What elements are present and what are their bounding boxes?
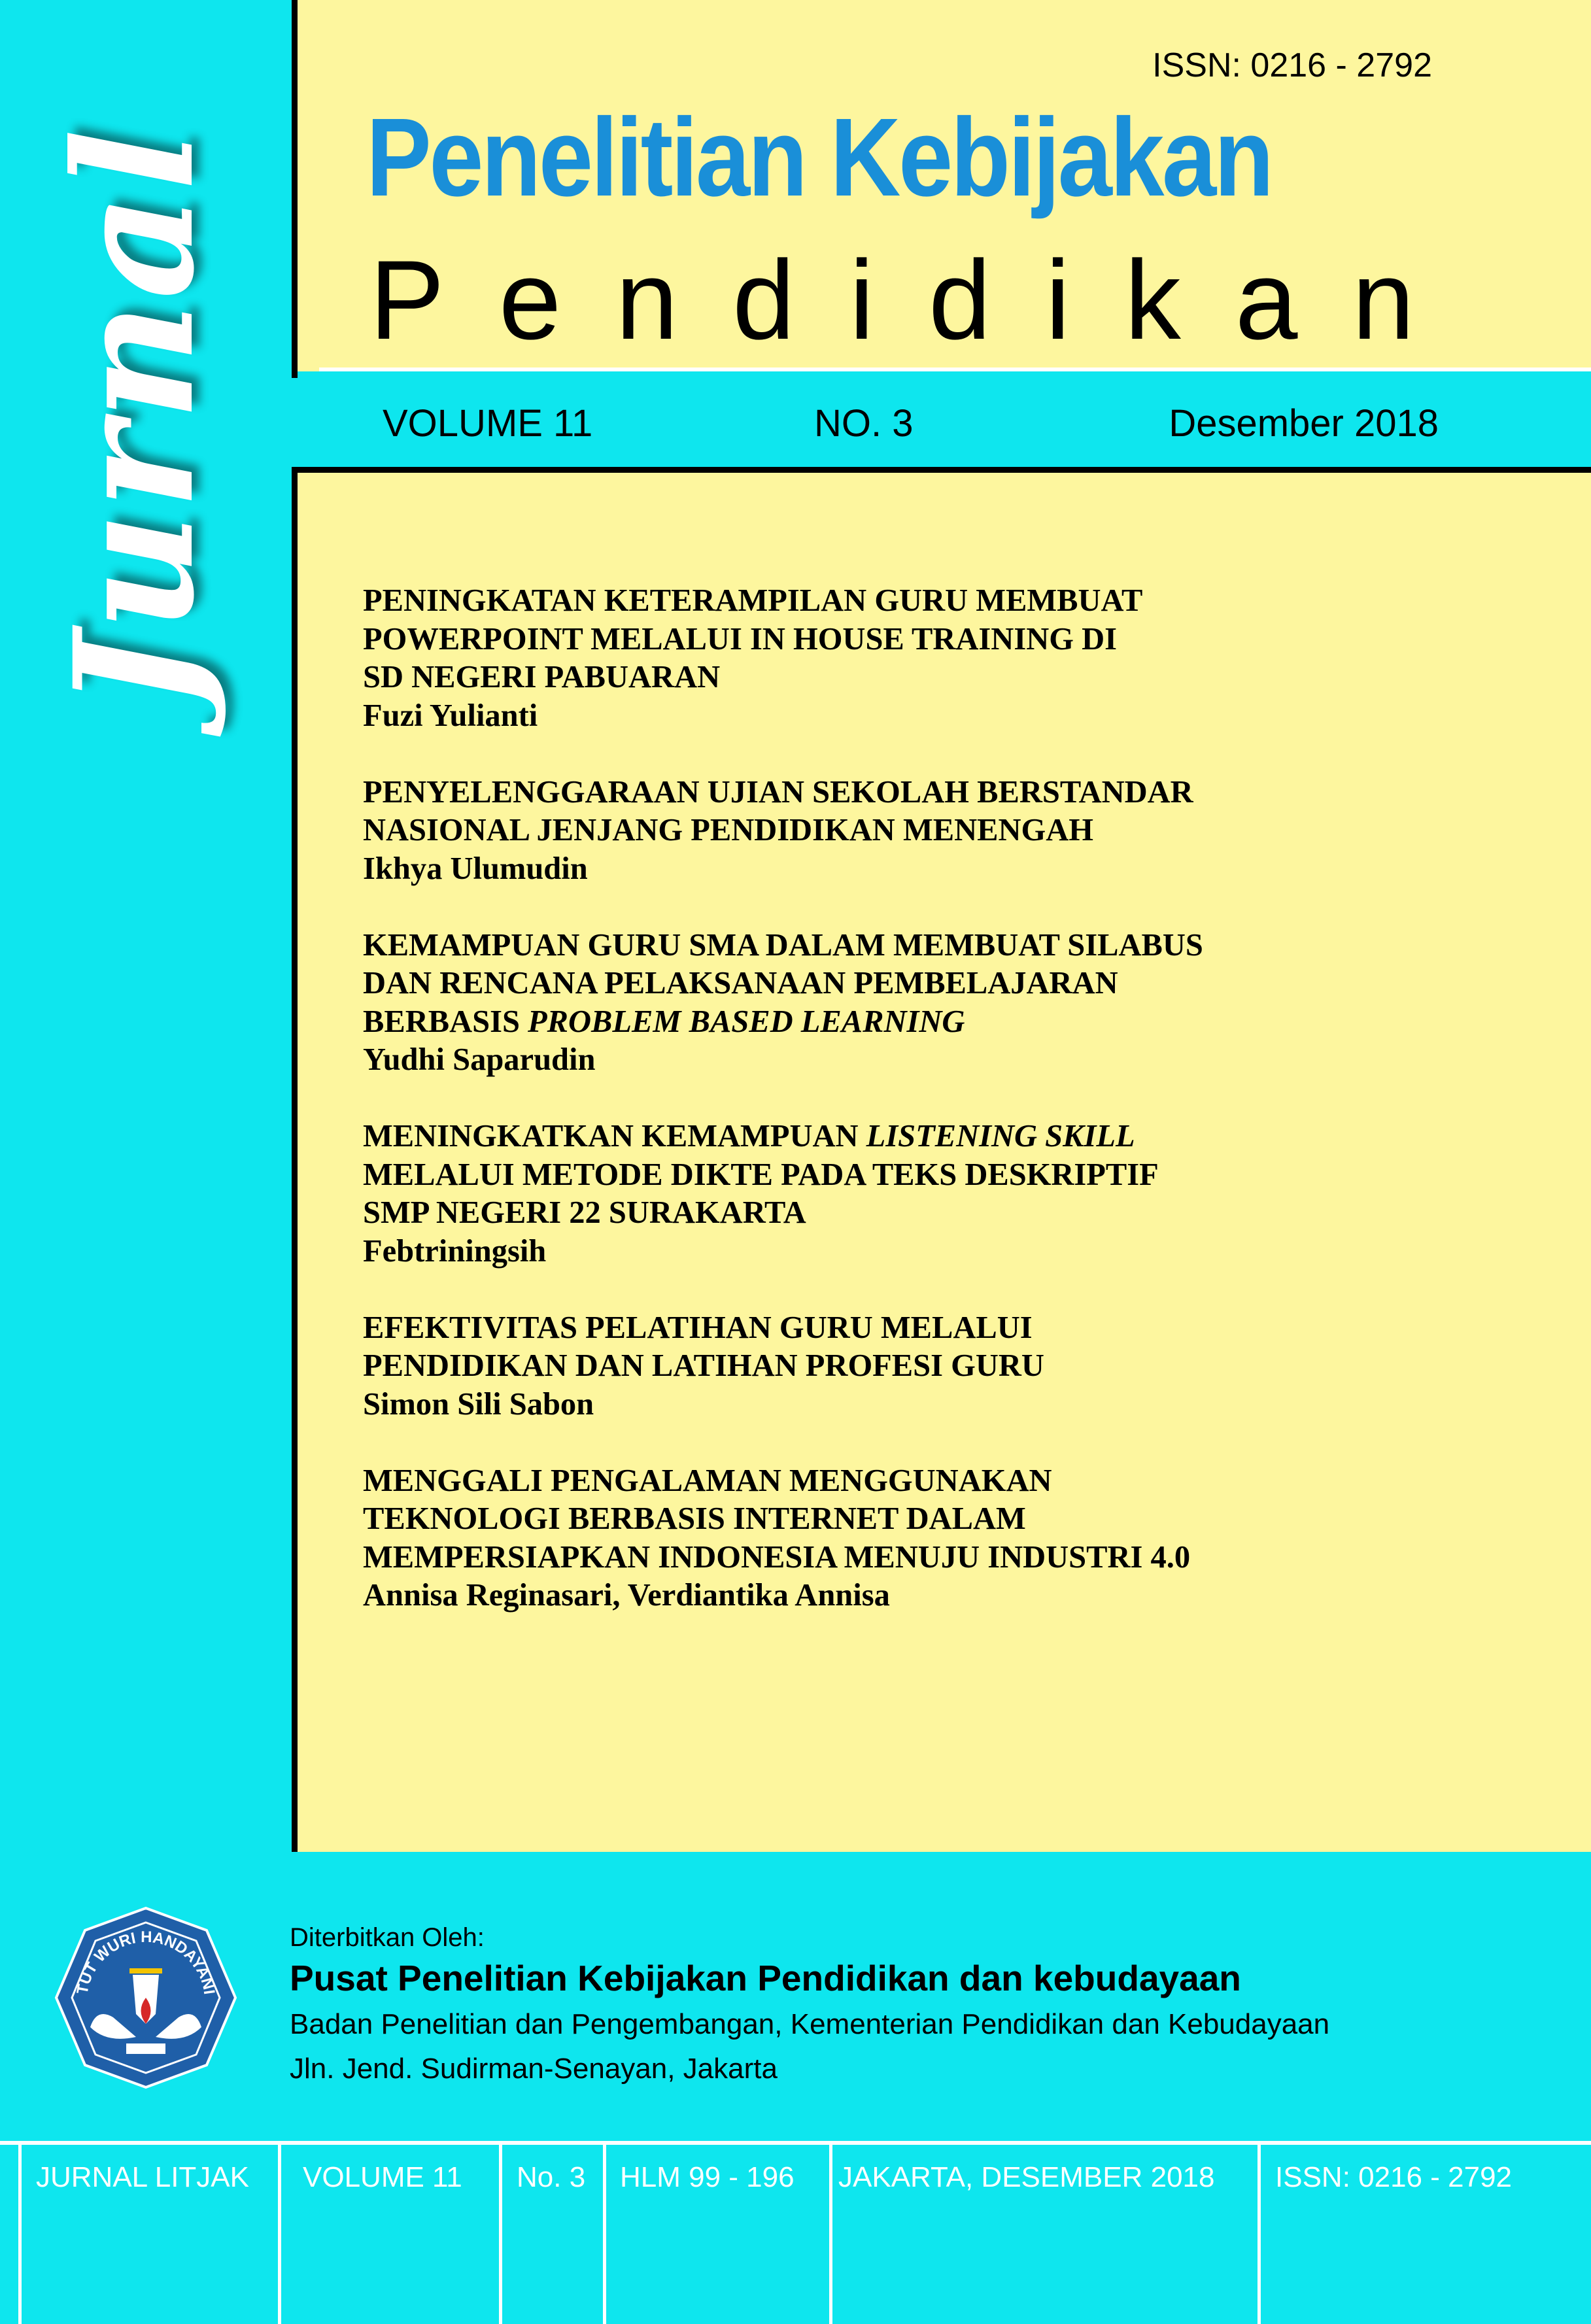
tut-wuri-handayani-logo <box>51 1903 241 2093</box>
footer-place-date: JAKARTA, DESEMBER 2018 <box>838 2161 1215 2193</box>
footer-journal-name: JURNAL LITJAK <box>36 2161 250 2193</box>
article-author: Ikhya Ulumudin <box>363 851 588 886</box>
footer-divider <box>18 2141 22 2324</box>
article-title-line: EFEKTIVITAS PELATIHAN GURU MELALUI <box>363 1310 1033 1345</box>
footer-volume: VOLUME 11 <box>303 2161 462 2193</box>
article-title-line: TEKNOLOGI BERBASIS INTERNET DALAM <box>363 1501 1026 1536</box>
article-entry <box>363 1462 1488 1615</box>
article-title-italic: PROBLEM BASED LEARNING <box>528 1004 965 1039</box>
article-title-line: NASIONAL JENJANG PENDIDIKAN MENENGAH <box>363 813 1093 847</box>
article-title-line <box>363 1118 1488 1156</box>
footer-divider <box>499 2141 502 2324</box>
vertical-journal-title: Jurnal <box>38 126 230 711</box>
footer-divider <box>1257 2141 1261 2324</box>
issue-volume: VOLUME 11 <box>383 402 593 445</box>
article-title-text: BERBASIS <box>363 1004 528 1039</box>
header-left-rule <box>292 0 298 378</box>
article-title-line: PENINGKATAN KETERAMPILAN GURU MEMBUAT <box>363 583 1143 618</box>
footer-divider <box>278 2141 281 2324</box>
footer-number: No. 3 <box>517 2161 586 2193</box>
article-title-line: SMP NEGERI 22 SURAKARTA <box>363 1195 806 1230</box>
publisher-address: Jln. Jend. Sudirman-Senayan, Jakarta <box>290 2053 778 2085</box>
article-entry <box>363 1309 1488 1424</box>
article-title-line: MELALUI METODE DIKTE PADA TEKS DESKRIPTIF <box>363 1157 1159 1192</box>
footer-divider <box>829 2141 832 2324</box>
publisher-label: Diterbitkan Oleh: <box>290 1923 485 1952</box>
table-of-contents <box>363 582 1488 1653</box>
article-title-line <box>363 1003 1488 1042</box>
issn-number: ISSN: 0216 - 2792 <box>1152 46 1432 84</box>
article-entry <box>363 1118 1488 1271</box>
journal-title: Penelitian Kebijakan <box>366 95 1272 220</box>
article-entry <box>363 582 1488 735</box>
footer-pages: HLM 99 - 196 <box>620 2161 795 2193</box>
publisher-organization: Pusat Penelitian Kebijakan Pendidikan dan kebudayaan <box>290 1958 1241 1998</box>
journal-subtitle: Pendidikan <box>369 237 1469 363</box>
article-entry <box>363 927 1488 1080</box>
article-author: Annisa Reginasari, Verdiantika Annisa <box>363 1578 890 1613</box>
article-title-line: SD NEGERI PABUARAN <box>363 660 721 694</box>
logo-motto-text: TUT WURI HANDAYANI <box>73 1928 218 1996</box>
article-title-line: KEMAMPUAN GURU SMA DALAM MEMBUAT SILABUS <box>363 927 1203 963</box>
contents-top-rule <box>292 467 1591 473</box>
article-title-line: POWERPOINT MELALUI IN HOUSE TRAINING DI <box>363 621 1117 657</box>
article-title-line: MEMPERSIAPKAN INDONESIA MENUJU INDUSTRI 4.0 <box>363 1539 1191 1575</box>
article-title-line: MENGGALI PENGALAMAN MENGGUNAKAN <box>363 1463 1052 1498</box>
article-entry <box>363 774 1488 889</box>
publisher-department: Badan Penelitian dan Pengembangan, Kementerian Pendidikan dan Kebudayaan <box>290 2008 1330 2040</box>
footer-issn: ISSN: 0216 - 2792 <box>1275 2161 1513 2193</box>
article-title-italic: LISTENING SKILL <box>866 1119 1135 1153</box>
header-bottom-rule <box>319 367 1591 371</box>
article-author: Febtriningsih <box>363 1233 547 1269</box>
article-title-line: PENYELENGGARAAN UJIAN SEKOLAH BERSTANDAR <box>363 774 1193 810</box>
article-title-text: MENINGKATKAN KEMAMPUAN <box>363 1119 866 1153</box>
article-title-line: DAN RENCANA PELAKSANAAN PEMBELAJARAN <box>363 966 1118 1000</box>
issue-date: Desember 2018 <box>1169 402 1439 445</box>
article-author: Yudhi Saparudin <box>363 1042 596 1077</box>
article-title-line: PENDIDIKAN DAN LATIHAN PROFESI GURU <box>363 1348 1044 1383</box>
footer-top-rule <box>0 2141 1591 2145</box>
article-author: Simon Sili Sabon <box>363 1386 594 1422</box>
article-author: Fuzi Yulianti <box>363 698 538 733</box>
contents-left-rule <box>292 467 298 1852</box>
footer-divider <box>603 2141 606 2324</box>
issue-number: NO. 3 <box>814 402 914 445</box>
